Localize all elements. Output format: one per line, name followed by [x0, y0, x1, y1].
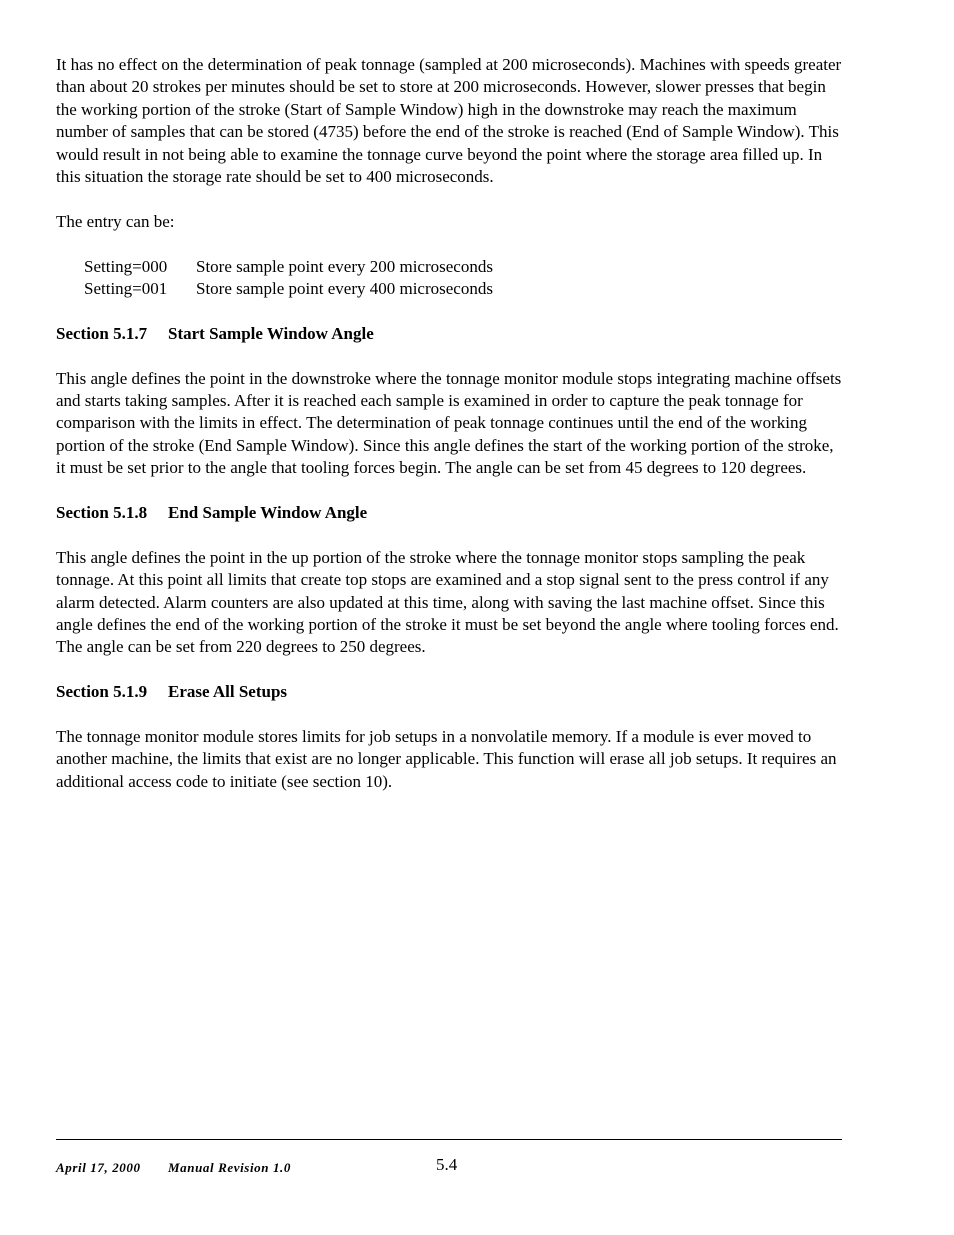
section-number: Section 5.1.9	[56, 682, 148, 702]
document-page	[56, 54, 846, 793]
section-heading-5-1-7	[56, 323, 846, 345]
section-number: Section 5.1.7	[56, 323, 148, 343]
setting-row	[84, 278, 846, 300]
section-body-5-1-7: This angle defines the point in the downstroke where the tonnage monitor module stops integrating machine offsets and starts taking samples. After it is reached each sample is examined in order to capture the peak tonnage for comparison with the limits in effect. The determination of peak tonnage continues until the end of the working portion of the stroke (End Sample Window). Since this angle defines the start of the working portion of the stroke, it must be set prior to the angle that tooling forces begin. The angle can be set from 45 degrees to 120 degrees.	[56, 368, 842, 478]
intro-paragraph: It has no effect on the determination of peak tonnage (sampled at 200 microseconds). Machines with speeds greater than about 20 strokes per minutes should be set to store at 200 microseconds. However, slower presses that begin the working portion of the stroke (Start of Sample Window) high in the downstroke may reach the maximum number of samples that can be stored (4735) before the end of the stroke is reached (End of Sample Window). This would result in not being able to examine the tonnage curve beyond the point where the storage area filled up. In this situation the storage rate should be set to 400 microseconds.	[56, 55, 842, 187]
footer-date: April 17, 2000	[56, 1160, 141, 1175]
section-title: End Sample Window Angle	[168, 503, 368, 523]
section-body-5-1-9: The tonnage monitor module stores limits for job setups in a nonvolatile memory. If a module is ever moved to another machine, the limits that exist are no longer applicable. This function will erase all job setups. It requires an additional access code to initiate (see section 10).	[56, 727, 837, 791]
setting-description: Store sample point every 400 microseconds	[196, 279, 493, 299]
setting-code: Setting=000	[84, 256, 168, 276]
section-number: Section 5.1.8	[56, 503, 148, 523]
setting-row	[84, 256, 846, 278]
setting-description: Store sample point every 200 microseconds	[196, 256, 493, 276]
section-body-5-1-8: This angle defines the point in the up portion of the stroke where the tonnage monitor stops sampling the peak tonnage. At this point all limits that create top stops are examined and a stop signal sent to the press control if any alarm detected. Alarm counters are also updated at this time, along with saving the last machine offset. Since this angle defines the end of the working portion of the stroke it must be set beyond the angle where tooling forces end. The angle can be set from 220 degrees to 250 degrees.	[56, 547, 839, 657]
section-heading-5-1-9	[56, 681, 846, 703]
section-title: Start Sample Window Angle	[168, 323, 374, 343]
entry-lead-paragraph: The entry can be:	[56, 211, 175, 231]
page-number: 5.4	[436, 1155, 458, 1174]
footer-divider	[56, 1139, 842, 1140]
setting-code: Setting=001	[84, 279, 168, 299]
settings-list	[84, 256, 846, 301]
footer-revision: Manual Revision 1.0	[168, 1160, 292, 1175]
section-heading-5-1-8	[56, 502, 846, 524]
section-title: Erase All Setups	[168, 682, 288, 702]
